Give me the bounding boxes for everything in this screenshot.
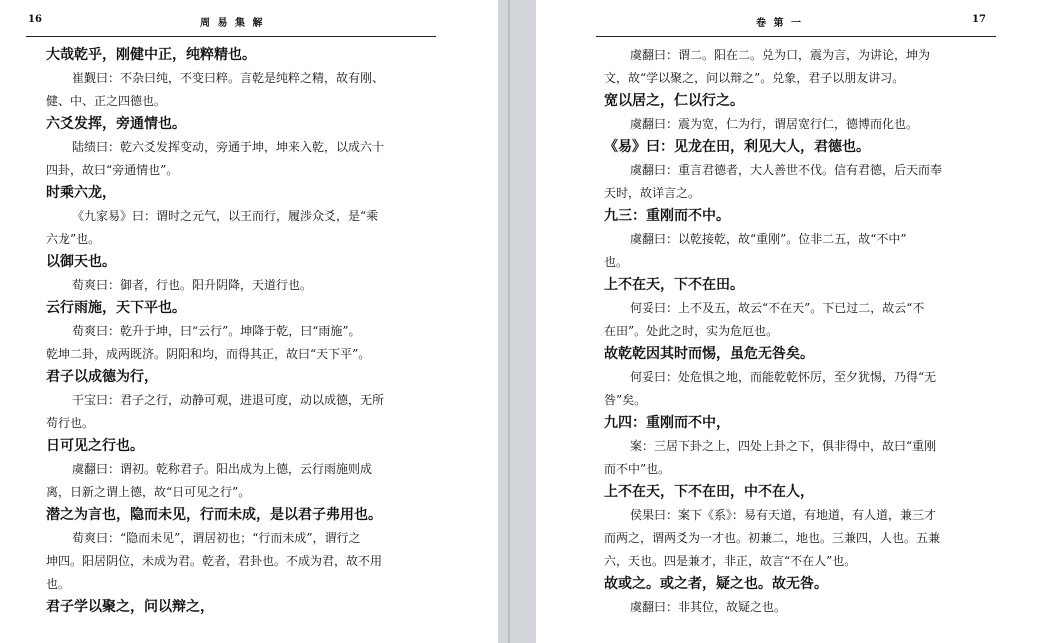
commentary-line: 乾坤二卦，成两既济。阴阳和均，而得其正，故曰“天下平”。 [46, 347, 371, 361]
main-text-line: 君子学以聚之，问以辩之， [46, 599, 214, 615]
main-text-line: 以御天也。 [46, 254, 116, 270]
commentary-line: 虞翻曰：震为宽，仁为行，谓居宽行仁，德博而化也。 [630, 117, 919, 131]
page-gutter [498, 0, 536, 643]
commentary-line: 荀爽曰：御者，行也。阳升阴降，天道行也。 [72, 278, 313, 292]
commentary-line: 坤四。阳居阴位，未成为君。乾者，君卦也。不成为君，故不用 [46, 554, 383, 568]
header-rule [26, 36, 436, 37]
commentary-line: 虞翻曰：谓初。乾称君子。阳出成为上德，云行雨施则成 [72, 462, 373, 476]
main-text-line: 九三：重刚而不中。 [604, 208, 730, 224]
commentary-line: 苟行也。 [46, 416, 95, 430]
commentary-line: 四卦，故曰“旁通情也”。 [46, 163, 179, 177]
commentary-line: 虞翻曰：谓二。阳在二。兑为口，震为言，为讲论，坤为 [630, 48, 931, 62]
commentary-line: 在田”。处此之时，实为危厄也。 [604, 324, 779, 338]
commentary-line: 咎”矣。 [604, 393, 647, 407]
page-text [604, 44, 1004, 619]
commentary-line: 何妥曰：上不及五，故云“不在天”。下已过二，故云“不 [630, 301, 925, 315]
commentary-line: 虞翻曰：非其位，故疑之也。 [630, 600, 787, 614]
commentary-line: 虞翻曰：重言君德者，大人善世不伐。信有君德，后天而奉 [630, 163, 943, 177]
commentary-line: 而不中”也。 [604, 462, 671, 476]
commentary-line: 《九家易》曰：谓时之元气，以王而行，履涉众爻，是“乘 [72, 209, 379, 223]
left-page [0, 0, 498, 643]
commentary-line: 天时，故详言之。 [604, 186, 701, 200]
commentary-line: 健、中、正之四德也。 [46, 94, 167, 108]
commentary-line: 侯果曰：案下《系》：易有天道，有地道，有人道，兼三才 [630, 508, 937, 522]
header-rule [596, 36, 996, 37]
commentary-line: 文，故“学以聚之，问以辩之”。兑象，君子以朋友讲习。 [604, 71, 905, 85]
commentary-line: 何妥曰：处危惧之地，而能乾乾怀厉，至夕犹惕，乃得“无 [630, 370, 937, 384]
main-text-line: 故乾乾因其时而惕，虽危无咎矣。 [604, 346, 814, 362]
page-number: 16 [28, 14, 42, 25]
commentary-line: 而两之，谓两爻为一才也。初兼二，地也。三兼四，人也。五兼 [604, 531, 941, 545]
commentary-line: 案：三居下卦之上，四处上卦之下，俱非得中，故曰“重刚 [630, 439, 937, 453]
main-text-line: 六爻发挥，旁通情也。 [46, 116, 186, 132]
commentary-line: 崔觐曰：不杂曰纯，不变曰粹。言乾是纯粹之精，故有刚、 [72, 71, 385, 85]
commentary-line: 离，日新之谓上德，故“日可见之行”。 [46, 485, 251, 499]
main-text-line: 九四：重刚而不中， [604, 415, 730, 431]
main-text-line: 《易》曰：见龙在田，利见大人，君德也。 [604, 139, 870, 155]
commentary-line: 也。 [46, 577, 71, 591]
main-text-line: 故或之。或之者，疑之也。故无咎。 [604, 576, 828, 592]
commentary-line: 虞翻曰：以乾接乾，故“重刚”。位非二五，故“不中” [630, 232, 907, 246]
main-text-line: 时乘六龙， [46, 185, 116, 201]
main-text-line: 君子以成德为行， [46, 369, 158, 385]
main-text-line: 上不在天，下不在田，中不在人， [604, 484, 814, 500]
page-number: 17 [972, 14, 986, 25]
commentary-line: 六，天也。四是兼才，非正，故言“不在人”也。 [604, 554, 857, 568]
commentary-line: 干宝曰：君子之行，动静可观，进退可度，动以成德，无所 [72, 393, 385, 407]
main-text-line: 宽以居之，仁以行之。 [604, 93, 744, 109]
commentary-line: 荀爽曰：乾升于坤，曰“云行”。坤降于乾，曰“雨施”。 [72, 324, 361, 338]
commentary-line: 也。 [604, 255, 629, 269]
commentary-line: 六龙”也。 [46, 232, 101, 246]
commentary-line: 陆绩曰：乾六爻发挥变动，旁通于坤，坤来入乾，以成六十 [72, 140, 385, 154]
main-text-line: 大哉乾乎，刚健中正，纯粹精也。 [46, 47, 256, 63]
main-text-line: 日可见之行也。 [46, 438, 144, 454]
running-title: 周 易 集 解 [200, 18, 265, 29]
right-page [536, 0, 1044, 643]
running-title: 卷 第 一 [756, 18, 803, 29]
main-text-line: 潜之为言也，隐而未见，行而未成，是以君子弗用也。 [46, 507, 382, 523]
page-text [46, 44, 466, 619]
commentary-line: 荀爽曰：“隐而未见”，谓居初也；“行而未成”，谓行之 [72, 531, 361, 545]
main-text-line: 云行雨施，天下平也。 [46, 300, 186, 316]
main-text-line: 上不在天，下不在田。 [604, 277, 744, 293]
